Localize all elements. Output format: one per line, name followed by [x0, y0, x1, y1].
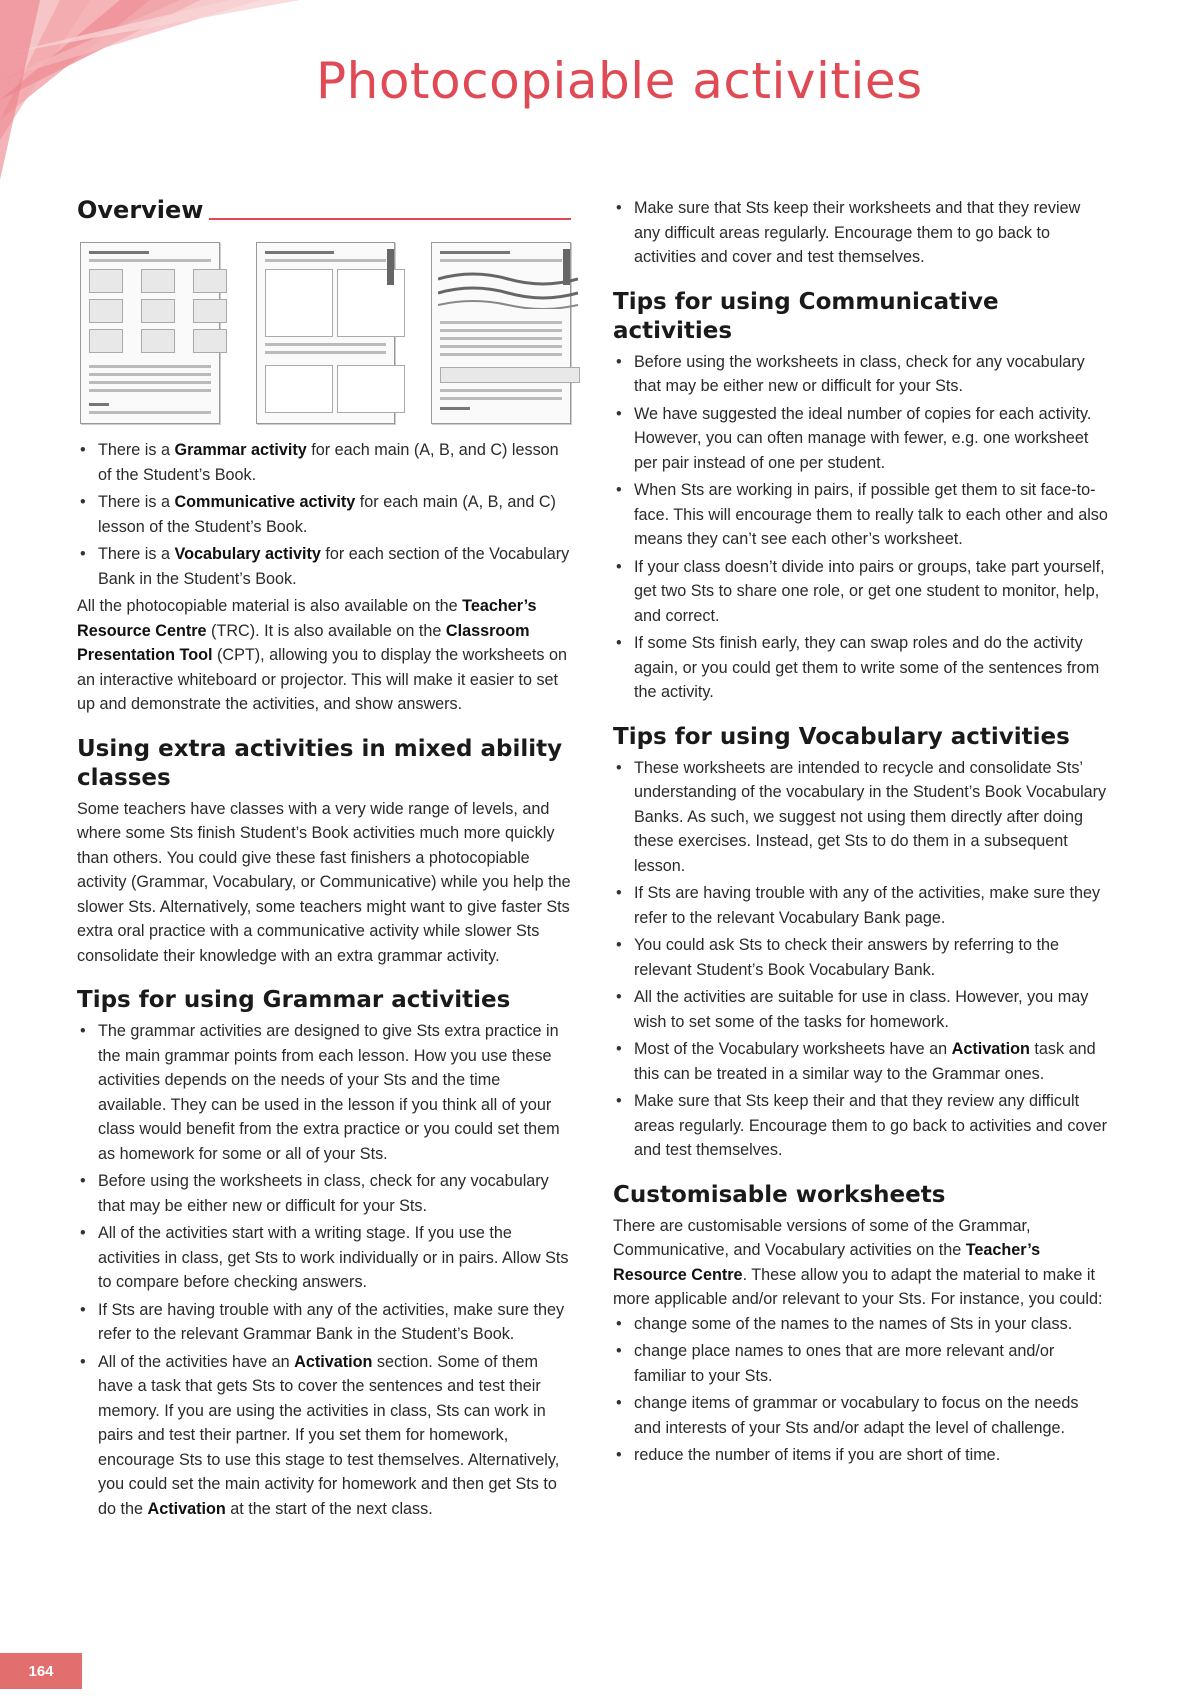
overview-title: Overview — [77, 196, 204, 224]
mixed-ability-heading: Using extra activities in mixed ability classes — [77, 735, 563, 791]
list-item: • All of the activities start with a writing stage. If you use the activities in class, get Sts to work individually or in pairs. Allow Sts to compare before checking answers. — [77, 1221, 571, 1295]
list-item: • reduce the number of items if you are short of time. — [613, 1443, 1108, 1468]
grammar-tips-list — [77, 1019, 571, 1521]
left-column — [77, 196, 571, 1524]
overview-heading — [77, 196, 571, 224]
list-item: • change place names to ones that are more relevant and/or familiar to your Sts. — [613, 1339, 1108, 1388]
list-item: • If Sts are having trouble with any of the activities, make sure they refer to the relevant Grammar Bank in the Student’s Book. — [77, 1298, 571, 1347]
list-item: • Before using the worksheets in class, check for any vocabulary that may be either new or difficult for your Sts. — [613, 350, 1108, 399]
list-item: • The grammar activities are designed to give Sts extra practice in the main grammar points from each lesson. How you use these activities depends on the needs of your Sts and the time available. They can be used in the lesson if you think all of your class would benefit from the extra practice or you could set them as homework for some or all of your Sts. — [77, 1019, 571, 1166]
overview-list — [77, 438, 571, 591]
list-item: • When Sts are working in pairs, if possible get them to sit face-to-face. This will encourage them to really talk to each other and also means they can’t see each other’s worksheet. — [613, 478, 1108, 552]
list-item: • These worksheets are intended to recycle and consolidate Sts’ understanding of the vocabulary in the Student’s Book Vocabulary Banks. As such, we suggest not using them directly after doing these exercises. Instead, get Sts to do them in a subsequent lesson. — [613, 756, 1108, 879]
page-number: 164 — [0, 1653, 82, 1689]
mixed-ability-paragraph: Some teachers have classes with a very wide range of levels, and where some Sts finish Student’s Book activities much more quickly than others. You could give these fast finishers a photocopiable activity (Grammar, Vocabulary, or Communicative) while you help the slower Sts. Alternatively, some teachers might want to give faster Sts extra oral practice with a communicative activity while slower Sts consolidate their knowledge with an extra grammar activity. — [77, 799, 571, 965]
list-item: • All of the activities have an Activation section. Some of them have a task that gets Sts to cover the sentences and test their memory. If you are using the activities in class, Sts can work in pairs and test their partner. If you set them for homework, encourage Sts to use this stage to test themselves. Alternatively, you could set the main activity for homework and then get Sts to do the Activation at the start of the next class. — [77, 1350, 571, 1522]
overview-paragraph: All the photocopiable material is also available on the Teacher’s Resource Centre (TRC). It is also available on the Classroom Presentation Tool (CPT), allowing you to display the worksheets on an interactive whiteboard or projector. This will make it easier to set up and demonstrate the activities, and show answers. — [77, 597, 568, 713]
continued-list — [613, 196, 1108, 270]
right-column — [613, 196, 1108, 1471]
communicative-tips-heading: Tips for using Communicative activities — [613, 288, 999, 344]
list-item: • change some of the names to the names of Sts in your class. — [613, 1312, 1108, 1337]
vocabulary-tips-list — [613, 756, 1108, 1163]
vocabulary-worksheet-thumbnail — [431, 242, 571, 424]
communicative-tips-list — [613, 350, 1108, 705]
list-item: • All the activities are suitable for use in class. However, you may wish to set some of the tasks for homework. — [613, 985, 1108, 1034]
page-title: Photocopiable activities — [316, 52, 923, 110]
customisable-paragraph: There are customisable versions of some of the Grammar, Communicative, and Vocabulary activities on the Teacher’s Resource Centre. These allow you to adapt the material to make it more applicable and/or relevant to your Sts. For instance, you could: — [613, 1216, 1103, 1308]
list-item: • If Sts are having trouble with any of the activities, make sure they refer to the relevant Vocabulary Bank page. — [613, 881, 1108, 930]
list-item: • Most of the Vocabulary worksheets have an Activation task and this can be treated in a similar way to the Grammar ones. — [613, 1037, 1108, 1086]
list-item: • Make sure that Sts keep their worksheets and that they review any difficult areas regularly. Encourage them to go back to activities and cover and test themselves. — [613, 196, 1108, 270]
list-item: • There is a Grammar activity for each main (A, B, and C) lesson of the Student’s Book. — [77, 438, 571, 487]
list-item: • There is a Communicative activity for each main (A, B, and C) lesson of the Student’s Book. — [77, 490, 571, 539]
grammar-tips-heading: Tips for using Grammar activities — [77, 987, 511, 1013]
worksheet-thumbnails — [80, 242, 571, 424]
list-item: • If some Sts finish early, they can swap roles and do the activity again, or you could get them to write some of the sentences from the activity. — [613, 631, 1108, 705]
list-item: • If your class doesn’t divide into pairs or groups, take part yourself, get two Sts to share one role, or get one student to monitor, help, and correct. — [613, 555, 1108, 629]
list-item: • There is a Vocabulary activity for each section of the Vocabulary Bank in the Student’s Book. — [77, 542, 571, 591]
customisable-heading: Customisable worksheets — [613, 1181, 946, 1208]
fan-decoration — [0, 0, 300, 180]
customisable-list — [613, 1312, 1108, 1468]
list-item: • You could ask Sts to check their answers by referring to the relevant Student’s Book Vocabulary Bank. — [613, 933, 1108, 982]
list-item: • change items of grammar or vocabulary to focus on the needs and interests of your Sts and/or adapt the level of challenge. — [613, 1391, 1108, 1440]
list-item: • Before using the worksheets in class, check for any vocabulary that may be either new or difficult for your Sts. — [77, 1169, 571, 1218]
list-item: • Make sure that Sts keep their and that they review any difficult areas regularly. Encourage them to go back to activities and cover and test themselves. — [613, 1089, 1108, 1163]
communicative-worksheet-thumbnail — [256, 242, 396, 424]
list-item: • We have suggested the ideal number of copies for each activity. However, you can often manage with fewer, e.g. one worksheet per pair instead of one per student. — [613, 402, 1108, 476]
overview-rule — [209, 218, 571, 220]
grammar-worksheet-thumbnail — [80, 242, 220, 424]
vocabulary-tips-heading: Tips for using Vocabulary activities — [613, 723, 1070, 750]
